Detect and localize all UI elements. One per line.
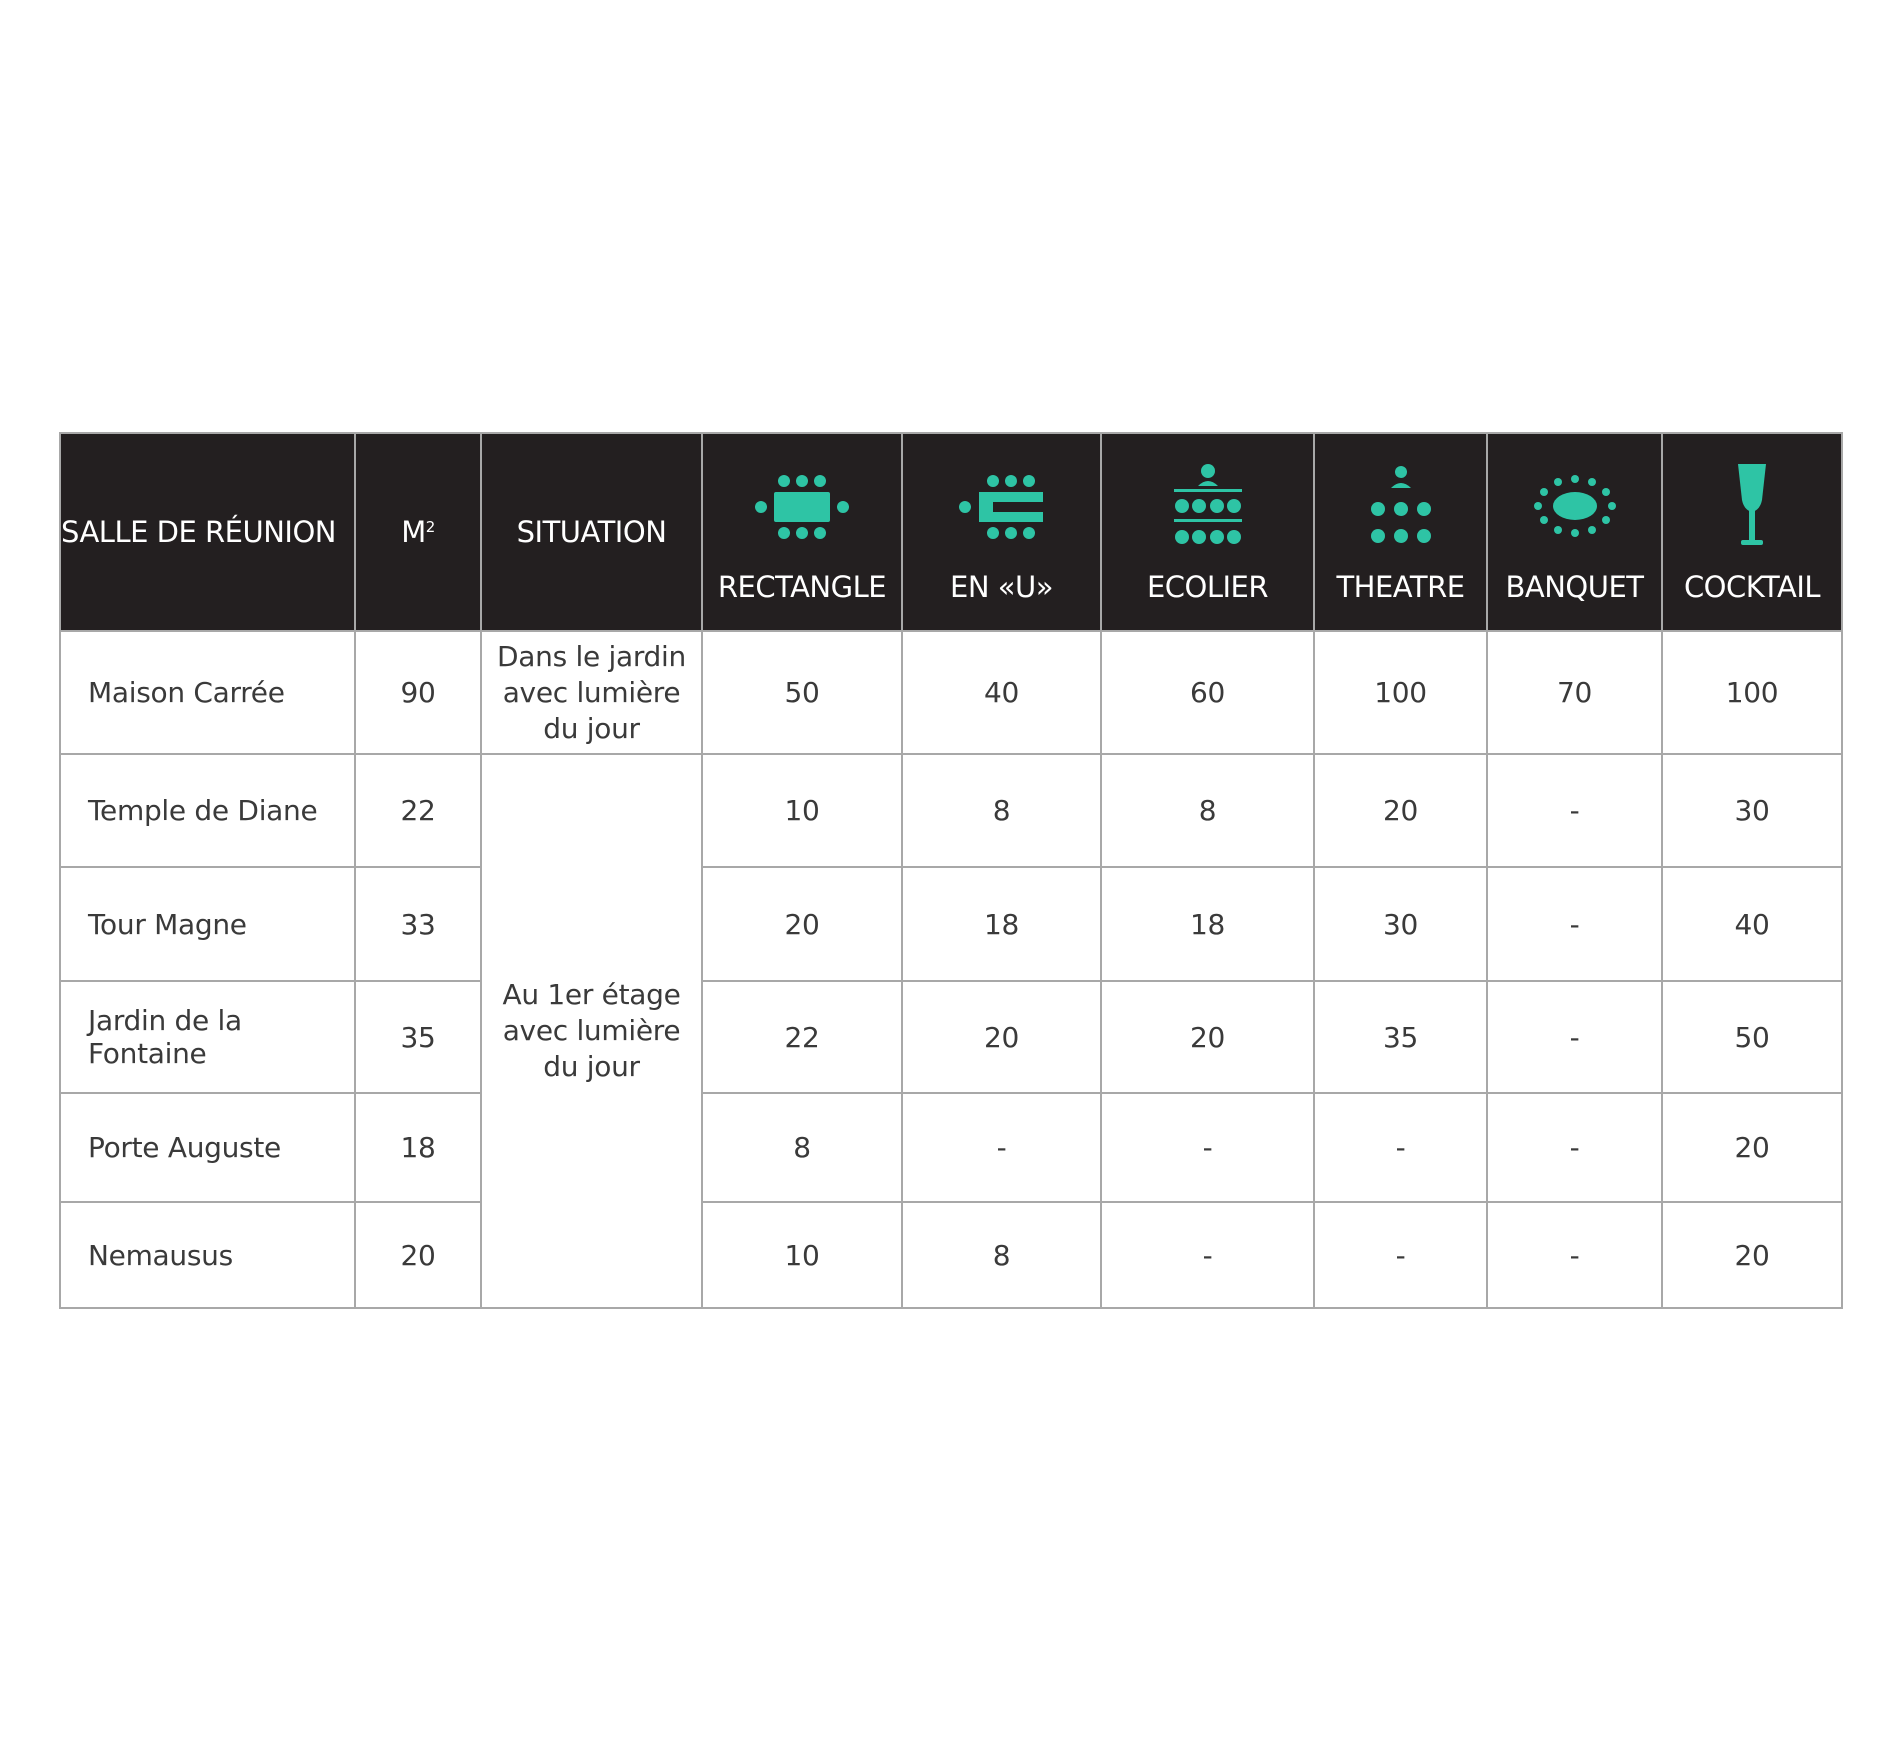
header-situation bbox=[481, 433, 702, 631]
classroom-icon bbox=[1168, 460, 1248, 552]
capacity-cocktail: 100 bbox=[1662, 631, 1842, 754]
meeting-rooms-table bbox=[59, 432, 1843, 1309]
header-banquet bbox=[1487, 433, 1662, 631]
header-cocktail bbox=[1662, 433, 1842, 631]
capacity-cocktail: 50 bbox=[1662, 981, 1842, 1093]
capacity-theatre: 20 bbox=[1314, 754, 1487, 867]
rectangle-table-icon bbox=[752, 460, 852, 552]
header-u-shape bbox=[902, 433, 1101, 631]
capacity-banquet: - bbox=[1487, 754, 1662, 867]
capacity-u-shape: 8 bbox=[902, 754, 1101, 867]
capacity-rectangle: 50 bbox=[702, 631, 902, 754]
capacity-cocktail: 20 bbox=[1662, 1093, 1842, 1202]
u-shape-table-icon bbox=[957, 460, 1047, 552]
capacity-rectangle: 10 bbox=[702, 1202, 902, 1308]
header-room-label: SALLE DE RÉUNION bbox=[61, 515, 336, 549]
capacity-theatre: - bbox=[1314, 1093, 1487, 1202]
capacity-banquet: - bbox=[1487, 867, 1662, 981]
capacity-cocktail: 40 bbox=[1662, 867, 1842, 981]
capacity-ecolier: 18 bbox=[1101, 867, 1314, 981]
capacity-cocktail: 20 bbox=[1662, 1202, 1842, 1308]
room-area: 90 bbox=[355, 631, 481, 754]
header-ecolier bbox=[1101, 433, 1314, 631]
header-area-label: M bbox=[401, 515, 426, 549]
header-ecolier-label: ECOLIER bbox=[1146, 570, 1269, 604]
table-row bbox=[60, 1202, 1842, 1308]
room-name: Jardin de la Fontaine bbox=[60, 981, 355, 1093]
room-name: Maison Carrée bbox=[60, 631, 355, 754]
capacity-cocktail: 30 bbox=[1662, 754, 1842, 867]
header-area bbox=[355, 433, 481, 631]
header-rectangle-label: RECTANGLE bbox=[717, 570, 887, 604]
header-u-shape-label: EN «U» bbox=[950, 570, 1053, 604]
capacity-theatre: - bbox=[1314, 1202, 1487, 1308]
capacity-ecolier: - bbox=[1101, 1093, 1314, 1202]
capacity-theatre: 30 bbox=[1314, 867, 1487, 981]
capacity-banquet: - bbox=[1487, 1093, 1662, 1202]
capacity-u-shape: 40 bbox=[902, 631, 1101, 754]
table-row bbox=[60, 631, 1842, 754]
capacity-banquet: - bbox=[1487, 981, 1662, 1093]
capacity-rectangle: 10 bbox=[702, 754, 902, 867]
header-situation-label: SITUATION bbox=[516, 515, 667, 549]
theatre-icon bbox=[1361, 460, 1441, 552]
banquet-icon bbox=[1530, 460, 1620, 552]
capacity-u-shape: 8 bbox=[902, 1202, 1101, 1308]
room-situation: Dans le jardin avec lumière du jour bbox=[481, 631, 702, 754]
room-area: 35 bbox=[355, 981, 481, 1093]
header-cocktail-label: COCKTAIL bbox=[1683, 570, 1821, 604]
room-name: Tour Magne bbox=[60, 867, 355, 981]
room-name: Porte Auguste bbox=[60, 1093, 355, 1202]
table-header-row bbox=[60, 433, 1842, 631]
table-row bbox=[60, 981, 1842, 1093]
table-row bbox=[60, 754, 1842, 867]
header-rectangle bbox=[702, 433, 902, 631]
room-area: 20 bbox=[355, 1202, 481, 1308]
capacity-ecolier: 60 bbox=[1101, 631, 1314, 754]
capacity-theatre: 100 bbox=[1314, 631, 1487, 754]
table-row bbox=[60, 867, 1842, 981]
header-area-superscript: 2 bbox=[425, 518, 435, 536]
capacity-ecolier: - bbox=[1101, 1202, 1314, 1308]
room-area: 33 bbox=[355, 867, 481, 981]
header-theatre-label: THEATRE bbox=[1336, 570, 1465, 604]
capacity-banquet: 70 bbox=[1487, 631, 1662, 754]
capacity-u-shape: 20 bbox=[902, 981, 1101, 1093]
room-situation: Au 1er étage avec lumière du jour bbox=[481, 754, 702, 1308]
capacity-u-shape: 18 bbox=[902, 867, 1101, 981]
room-area: 22 bbox=[355, 754, 481, 867]
room-name: Temple de Diane bbox=[60, 754, 355, 867]
capacity-rectangle: 8 bbox=[702, 1093, 902, 1202]
capacity-ecolier: 20 bbox=[1101, 981, 1314, 1093]
cocktail-glass-icon bbox=[1732, 460, 1772, 552]
room-name: Nemausus bbox=[60, 1202, 355, 1308]
header-banquet-label: BANQUET bbox=[1505, 570, 1644, 604]
meeting-rooms-table-wrapper bbox=[59, 432, 1841, 1309]
capacity-ecolier: 8 bbox=[1101, 754, 1314, 867]
capacity-u-shape: - bbox=[902, 1093, 1101, 1202]
header-theatre bbox=[1314, 433, 1487, 631]
room-area: 18 bbox=[355, 1093, 481, 1202]
capacity-banquet: - bbox=[1487, 1202, 1662, 1308]
capacity-rectangle: 20 bbox=[702, 867, 902, 981]
capacity-rectangle: 22 bbox=[702, 981, 902, 1093]
table-row bbox=[60, 1093, 1842, 1202]
capacity-theatre: 35 bbox=[1314, 981, 1487, 1093]
header-room bbox=[60, 433, 355, 631]
